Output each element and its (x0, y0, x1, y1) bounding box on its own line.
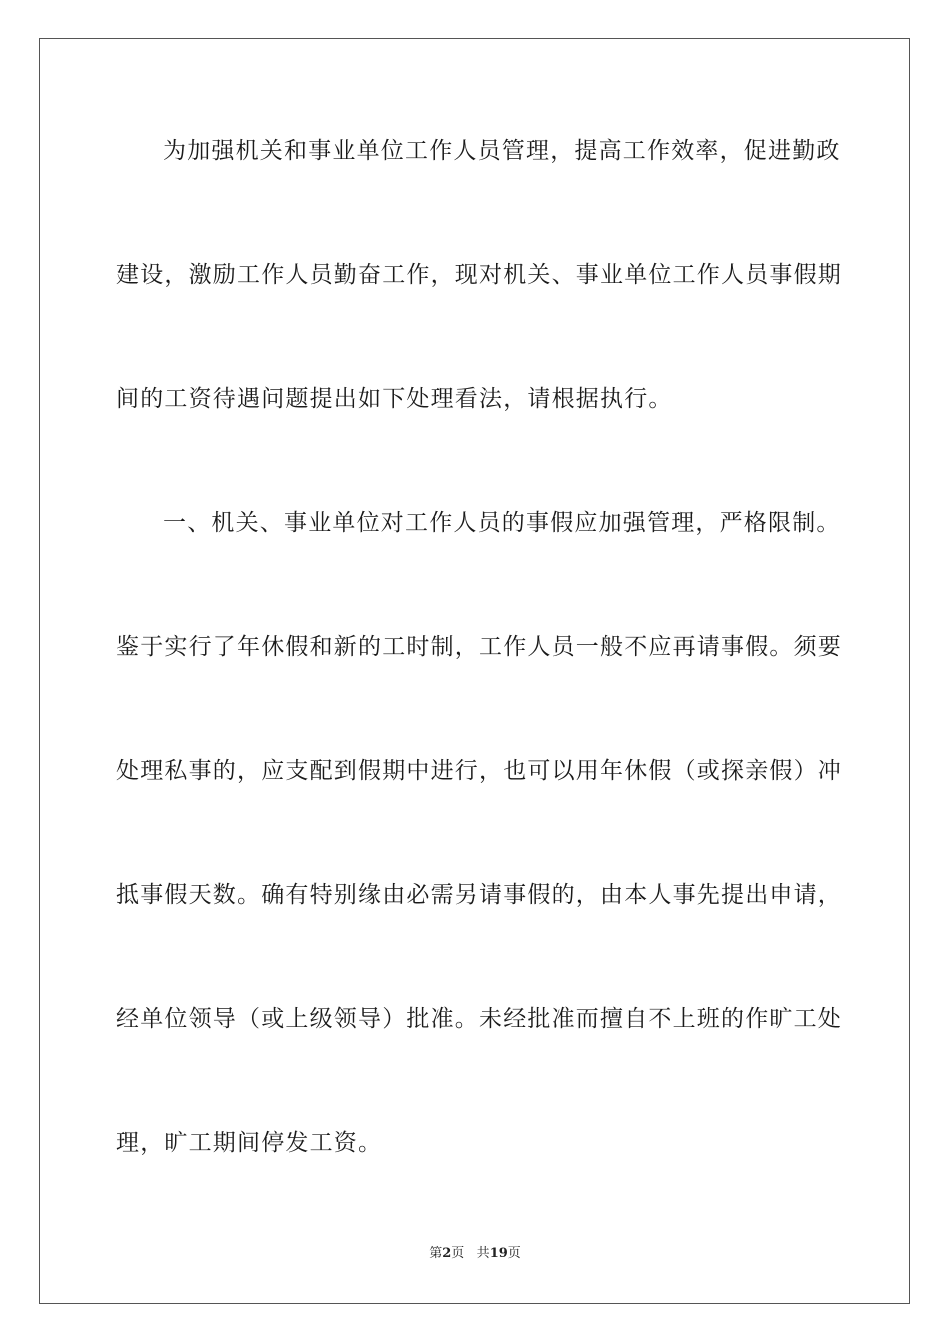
page-number-suffix: 页 (451, 1246, 465, 1261)
page-number-prefix: 第 (429, 1246, 443, 1261)
paragraph-1-line-1: 为加强机关和事业单位工作人员管理，提高工作效率，促进勤政 (163, 138, 841, 164)
paragraph-2-line-5: 经单位领导（或上级领导）批准。未经批准而擅自不上班的作旷工处 (116, 1006, 842, 1032)
paragraph-2-line-3: 处理私事的，应支配到假期中进行，也可以用年休假（或探亲假）冲 (116, 758, 842, 784)
paragraph-2-line-6: 理，旷工期间停发工资。 (116, 1130, 383, 1156)
paragraph-2-line-4: 抵事假天数。确有特别缘由必需另请事假的，由本人事先提出申请， (116, 882, 842, 908)
total-pages-prefix: 共 (476, 1246, 490, 1261)
page-border (39, 38, 910, 1304)
page-footer (0, 1245, 950, 1263)
total-pages-suffix: 页 (507, 1246, 521, 1261)
paragraph-2-line-2: 鉴于实行了年休假和新的工时制，工作人员一般不应再请事假。须要 (116, 634, 842, 660)
total-pages: 19 (489, 1246, 508, 1261)
paragraph-1-line-3: 间的工资待遇问题提出如下处理看法，请根据执行。 (116, 386, 673, 412)
page-number: 2 (442, 1246, 452, 1261)
paragraph-2-line-1: 一、机关、事业单位对工作人员的事假应加强管理，严格限制。 (163, 510, 841, 536)
paragraph-1-line-2: 建设，激励工作人员勤奋工作，现对机关、事业单位工作人员事假期 (116, 262, 842, 288)
